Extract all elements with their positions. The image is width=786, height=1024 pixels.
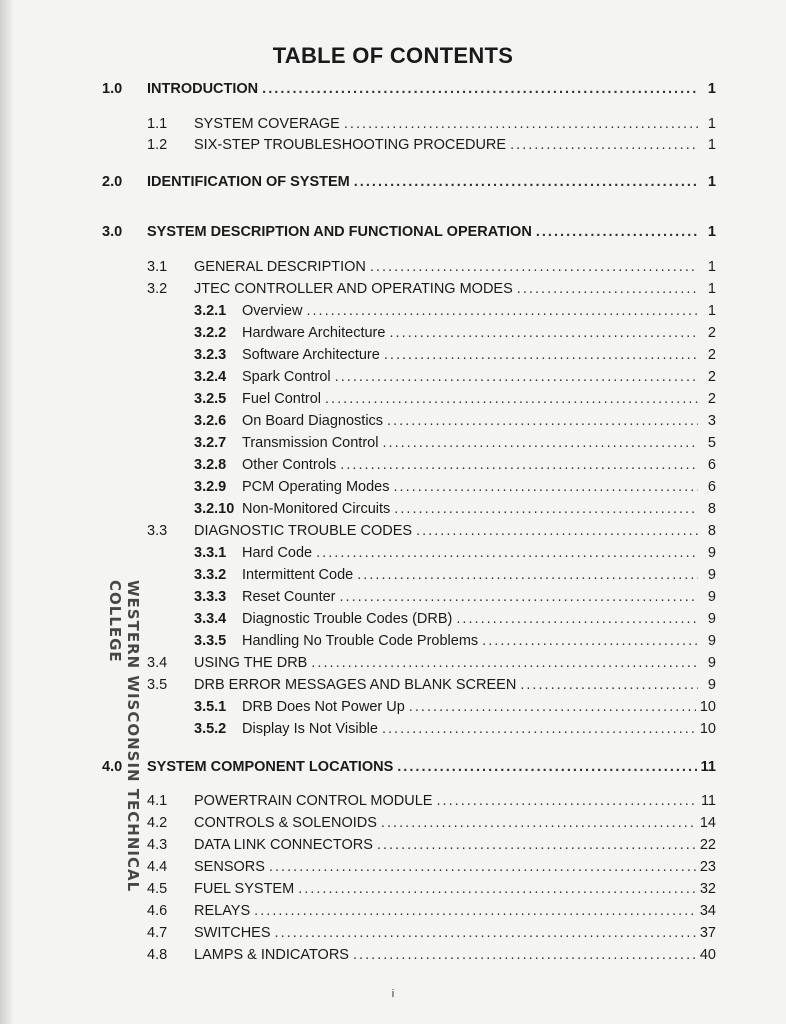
dot-leader <box>377 836 696 854</box>
toc-entry-label: On Board Diagnostics <box>242 413 384 429</box>
toc-entry <box>194 456 716 474</box>
toc-entry-label: Spark Control <box>242 369 331 385</box>
toc-entry-page: 1 <box>707 81 716 97</box>
toc-entry-page: 10 <box>699 721 716 737</box>
toc-entry-page: 1 <box>707 303 716 319</box>
toc-entry <box>147 522 716 540</box>
dot-leader <box>394 500 698 518</box>
dot-leader <box>262 80 698 98</box>
toc-entry-label: Non-Monitored Circuits <box>242 501 391 517</box>
toc-entry-page: 6 <box>707 479 716 495</box>
toc-entry-label: USING THE DRB <box>194 655 308 671</box>
toc-entry-label: SYSTEM DESCRIPTION AND FUNCTIONAL OPERATION <box>147 224 532 240</box>
toc-entry-number: 2.0 <box>102 174 123 190</box>
toc-entry-label: Intermittent Code <box>242 567 354 583</box>
toc-entry <box>147 654 716 672</box>
toc-entry <box>194 588 716 606</box>
toc-entry-page: 10 <box>699 699 716 715</box>
toc-entry-number: 4.0 <box>102 759 123 775</box>
toc-entry-page: 3 <box>707 413 716 429</box>
toc-entry-page: 14 <box>699 815 716 831</box>
toc-entry <box>194 346 716 364</box>
dot-leader <box>416 522 698 540</box>
toc-entry <box>194 566 716 584</box>
toc-entry <box>194 302 716 320</box>
toc-entry-page: 1 <box>707 281 716 297</box>
toc-entry <box>194 390 716 408</box>
toc-entry-number: 4.3 <box>147 837 168 853</box>
toc-entry <box>147 836 716 854</box>
dot-leader <box>254 902 696 920</box>
toc-entry-number: 3.3.5 <box>194 633 227 649</box>
toc-entry-page: 2 <box>707 347 716 363</box>
dot-leader <box>335 368 698 386</box>
toc-entry-page: 9 <box>707 655 716 671</box>
toc-entry-page: 37 <box>699 925 716 941</box>
toc-entry-number: 3.2.8 <box>194 457 227 473</box>
toc-entry <box>147 880 716 898</box>
toc-entry <box>147 924 716 942</box>
toc-entry <box>194 698 716 716</box>
toc-entry-label: Transmission Control <box>242 435 379 451</box>
toc-entry <box>147 115 716 133</box>
toc-entry <box>194 478 716 496</box>
toc-entry-label: DRB Does Not Power Up <box>242 699 405 715</box>
toc-entry-number: 4.7 <box>147 925 168 941</box>
dot-leader <box>298 880 696 898</box>
toc-entry-label: Other Controls <box>242 457 337 473</box>
toc-entry-number: 3.4 <box>147 655 168 671</box>
toc-entry-label: SENSORS <box>194 859 265 875</box>
dot-leader <box>340 456 698 474</box>
toc-entry <box>147 814 716 832</box>
library-stamp: WESTERN WISCONSIN TECHNICAL COLLEGE <box>106 580 142 893</box>
toc-entry-number: 3.3.4 <box>194 611 227 627</box>
page-number: i <box>391 988 395 1000</box>
toc-entry <box>147 136 716 154</box>
toc-entry-label: GENERAL DESCRIPTION <box>194 259 366 275</box>
toc-entry-label: DATA LINK CONNECTORS <box>194 837 373 853</box>
toc-entry <box>147 858 716 876</box>
dot-leader <box>382 434 698 452</box>
toc-entry-number: 3.2.7 <box>194 435 227 451</box>
toc-entry <box>194 632 716 650</box>
toc-entry-number: 3.5.1 <box>194 699 227 715</box>
toc-entry-label: Handling No Trouble Code Problems <box>242 633 479 649</box>
toc-entry-label: Hardware Architecture <box>242 325 386 341</box>
toc-entry-page: 9 <box>707 567 716 583</box>
toc-entry-number: 3.5.2 <box>194 721 227 737</box>
dot-leader <box>520 676 698 694</box>
toc-entry-label: Reset Counter <box>242 589 336 605</box>
dot-leader <box>397 758 696 776</box>
toc-entry-label: SYSTEM COMPONENT LOCATIONS <box>147 759 394 775</box>
toc-entry-number: 4.4 <box>147 859 168 875</box>
dot-leader <box>389 324 698 342</box>
dot-leader <box>316 544 698 562</box>
dot-leader <box>325 390 698 408</box>
toc-entry-label: LAMPS & INDICATORS <box>194 947 349 963</box>
toc-entry-page: 1 <box>707 137 716 153</box>
dot-leader <box>354 173 698 191</box>
toc-entry <box>194 412 716 430</box>
toc-entry-page: 6 <box>707 457 716 473</box>
toc-entry-number: 3.1 <box>147 259 168 275</box>
toc-entry-number: 1.1 <box>147 116 168 132</box>
toc-entry-page: 11 <box>700 793 716 809</box>
toc-entry-number: 4.1 <box>147 793 168 809</box>
dot-leader <box>311 654 698 672</box>
toc-entry-page: 8 <box>707 501 716 517</box>
toc-entry-label: PCM Operating Modes <box>242 479 390 495</box>
toc-entry-number: 1.0 <box>102 81 123 97</box>
dot-leader <box>536 223 698 241</box>
toc-entry-label: IDENTIFICATION OF SYSTEM <box>147 174 350 190</box>
toc-entry-number: 3.2.1 <box>194 303 227 319</box>
dot-leader <box>510 136 698 154</box>
toc-entry-page: 8 <box>707 523 716 539</box>
toc-entry-label: SYSTEM COVERAGE <box>194 116 340 132</box>
dot-leader <box>306 302 698 320</box>
toc-entry-label: CONTROLS & SOLENOIDS <box>194 815 377 831</box>
toc-entry-label: Diagnostic Trouble Codes (DRB) <box>242 611 453 627</box>
toc-entry-number: 3.2.9 <box>194 479 227 495</box>
toc-entry-page: 5 <box>707 435 716 451</box>
toc-entry <box>102 758 716 776</box>
toc-entry <box>194 720 716 738</box>
toc-entry <box>147 902 716 920</box>
toc-entry-page: 1 <box>707 224 716 240</box>
toc-entry-number: 3.3.1 <box>194 545 227 561</box>
toc-entry-label: DRB ERROR MESSAGES AND BLANK SCREEN <box>194 677 517 693</box>
toc-entry-page: 11 <box>700 759 716 775</box>
toc-entry-page: 9 <box>707 589 716 605</box>
toc-entry-label: Software Architecture <box>242 347 380 363</box>
toc-entry <box>194 434 716 452</box>
dot-leader <box>387 412 698 430</box>
dot-leader <box>517 280 698 298</box>
toc-entry-number: 4.5 <box>147 881 168 897</box>
dot-leader <box>340 588 699 606</box>
toc-entry <box>147 258 716 276</box>
toc-entry-number: 3.3.3 <box>194 589 227 605</box>
dot-leader <box>353 946 696 964</box>
toc-entry-label: DIAGNOSTIC TROUBLE CODES <box>194 523 413 539</box>
toc-entry <box>194 368 716 386</box>
dot-leader <box>275 924 696 942</box>
toc-entry-number: 3.2.5 <box>194 391 227 407</box>
dot-leader <box>436 792 696 810</box>
toc-entry <box>194 324 716 342</box>
toc-entry <box>102 223 716 241</box>
toc-entry-number: 1.2 <box>147 137 168 153</box>
toc-entry-page: 34 <box>699 903 716 919</box>
toc-entry-number: 3.2.10 <box>194 501 235 517</box>
toc-entry-number: 4.8 <box>147 947 168 963</box>
toc-entry-page: 1 <box>707 174 716 190</box>
toc-entry-label: POWERTRAIN CONTROL MODULE <box>194 793 433 809</box>
page-title: TABLE OF CONTENTS <box>272 42 514 68</box>
toc-entry <box>102 80 716 98</box>
toc-entry-label: Fuel Control <box>242 391 321 407</box>
toc-entry <box>194 544 716 562</box>
dot-leader <box>357 566 698 584</box>
toc-entry-number: 4.2 <box>147 815 168 831</box>
toc-entry-number: 3.2.6 <box>194 413 227 429</box>
dot-leader <box>409 698 696 716</box>
dot-leader <box>269 858 696 876</box>
toc-entry-page: 9 <box>707 545 716 561</box>
toc-entry-label: FUEL SYSTEM <box>194 881 295 897</box>
dot-leader <box>344 115 698 133</box>
toc-entry-label: RELAYS <box>194 903 251 919</box>
toc-entry <box>102 173 716 191</box>
toc-entry <box>147 946 716 964</box>
toc-entry-label: INTRODUCTION <box>147 81 259 97</box>
toc-entry-page: 9 <box>707 633 716 649</box>
toc-entry-label: SWITCHES <box>194 925 271 941</box>
toc-entry <box>194 610 716 628</box>
toc-entry-label: JTEC CONTROLLER AND OPERATING MODES <box>194 281 513 297</box>
toc-entry-number: 3.3.2 <box>194 567 227 583</box>
toc-entry-number: 3.2 <box>147 281 168 297</box>
toc-entry-page: 40 <box>699 947 716 963</box>
toc-entry-page: 2 <box>707 325 716 341</box>
toc-entry-number: 3.2.3 <box>194 347 227 363</box>
toc-entry-number: 4.6 <box>147 903 168 919</box>
toc-entry-number: 3.0 <box>102 224 123 240</box>
toc-entry <box>147 676 716 694</box>
toc-entry-page: 2 <box>707 391 716 407</box>
toc-entry-page: 22 <box>699 837 716 853</box>
toc-entry-page: 1 <box>707 116 716 132</box>
toc-entry-label: Display Is Not Visible <box>242 721 378 737</box>
toc-entry <box>194 500 716 518</box>
toc-entry-label: SIX-STEP TROUBLESHOOTING PROCEDURE <box>194 137 507 153</box>
toc-entry <box>147 792 716 810</box>
dot-leader <box>384 346 698 364</box>
toc-entry-number: 3.5 <box>147 677 168 693</box>
toc-entry-number: 3.2.4 <box>194 369 227 385</box>
toc-entry-page: 23 <box>699 859 716 875</box>
dot-leader <box>382 720 696 738</box>
toc-entry-label: Hard Code <box>242 545 313 561</box>
dot-leader <box>393 478 698 496</box>
toc-entry-number: 3.3 <box>147 523 168 539</box>
toc-entry-page: 9 <box>707 611 716 627</box>
toc-entry-label: Overview <box>242 303 303 319</box>
dot-leader <box>381 814 696 832</box>
toc-entry <box>147 280 716 298</box>
dot-leader <box>456 610 698 628</box>
toc-entry-page: 9 <box>707 677 716 693</box>
dot-leader <box>482 632 698 650</box>
toc-entry-number: 3.2.2 <box>194 325 227 341</box>
toc-entry-page: 32 <box>699 881 716 897</box>
toc-entry-page: 2 <box>707 369 716 385</box>
toc-entry-page: 1 <box>707 259 716 275</box>
dot-leader <box>370 258 698 276</box>
